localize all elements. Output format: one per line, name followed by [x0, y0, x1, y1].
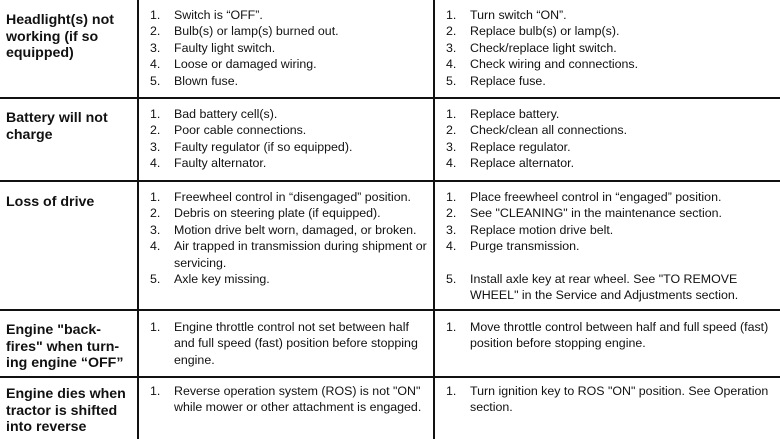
list-item: 3. Motion drive belt worn, damaged, or broken.: [150, 222, 417, 237]
list-item: 3. Faulty regulator (if so equipped).: [150, 139, 353, 154]
list-item: 2. Poor cable connections.: [150, 123, 307, 138]
list-item: 1. Move throttle control between half and full speed (fast) position before stopping engine.: [446, 320, 769, 351]
list-item: 2. Replace bulb(s) or lamp(s).: [446, 24, 620, 39]
list-item: 2. See "CLEANING" in the maintenance section.: [446, 206, 722, 221]
problem-cell: Engine dies when tractor is shifted into reverse: [6, 386, 126, 435]
cause-list: [146, 106, 432, 172]
list-item: 1. Place freewheel control in “engaged” position.: [446, 190, 722, 204]
cause-list: [146, 189, 432, 287]
list-item: 4. Replace alternator.: [446, 156, 575, 171]
list-item: 4. Purge transmission.: [446, 239, 580, 254]
list-item: 4. Faulty alternator.: [150, 156, 267, 171]
list-item: 2. Check/clean all connections.: [446, 123, 628, 138]
list-item: 5. Axle key missing.: [150, 272, 270, 287]
list-item: 1. Bad battery cell(s).: [150, 107, 278, 121]
list-item: 2. Bulb(s) or lamp(s) burned out.: [150, 24, 339, 39]
list-item: 1. Switch is “OFF”.: [150, 8, 263, 22]
problem-cell: Engine "back-fires" when turn-ing engine “OFF”: [6, 322, 124, 371]
list-item: 5. Blown fuse.: [150, 73, 239, 88]
list-item: 1. Replace battery.: [446, 107, 560, 121]
cause-list: [146, 319, 432, 368]
list-item: 3. Check/replace light switch.: [446, 40, 617, 55]
list-item: 1. Reverse operation system (ROS) is not "ON" while mower or other attachment is engaged.: [150, 384, 422, 415]
problem-cell: Headlight(s) not working (if so equipped): [6, 12, 114, 61]
list-item: 4. Loose or damaged wiring.: [150, 57, 317, 72]
list-item: 1. Freewheel control in “disengaged” position.: [150, 190, 411, 204]
remedy-list: [442, 189, 776, 304]
list-item: 1. Engine throttle control not set between half and full speed (fast) position before stopping engine.: [150, 320, 418, 367]
list-item: 1. Turn ignition key to ROS "ON" position. See Operation section.: [446, 384, 769, 415]
list-item: 4. Check wiring and connections.: [446, 57, 639, 72]
table-row: [0, 311, 780, 376]
spacer: [442, 255, 776, 271]
table-row: [0, 378, 780, 439]
list-item: 3. Replace motion drive belt.: [446, 222, 614, 237]
cause-list: [146, 383, 432, 416]
list-item: 3. Faulty light switch.: [150, 40, 276, 55]
remedy-list: [442, 7, 776, 89]
list-item: 4. Air trapped in transmission during shipment or servicing.: [150, 239, 427, 270]
problem-cell: Battery will not charge: [6, 110, 108, 143]
remedy-list: [442, 319, 776, 352]
problem-cell: Loss of drive: [6, 194, 95, 210]
list-item: 1. Turn switch “ON”.: [446, 8, 567, 22]
remedy-list: [442, 106, 776, 172]
list-item: 5. Replace fuse.: [446, 73, 546, 88]
list-item: 5. Install axle key at rear wheel. See "TO REMOVE WHEEL" in the Service and Adjustments section.: [446, 272, 739, 303]
remedy-list: [442, 383, 776, 416]
table-row: [0, 182, 780, 309]
cause-list: [146, 7, 432, 89]
list-item: 3. Replace regulator.: [446, 139, 571, 154]
list-item: 2. Debris on steering plate (if equipped).: [150, 206, 381, 221]
table-row: [0, 99, 780, 180]
table-row: [0, 0, 780, 97]
